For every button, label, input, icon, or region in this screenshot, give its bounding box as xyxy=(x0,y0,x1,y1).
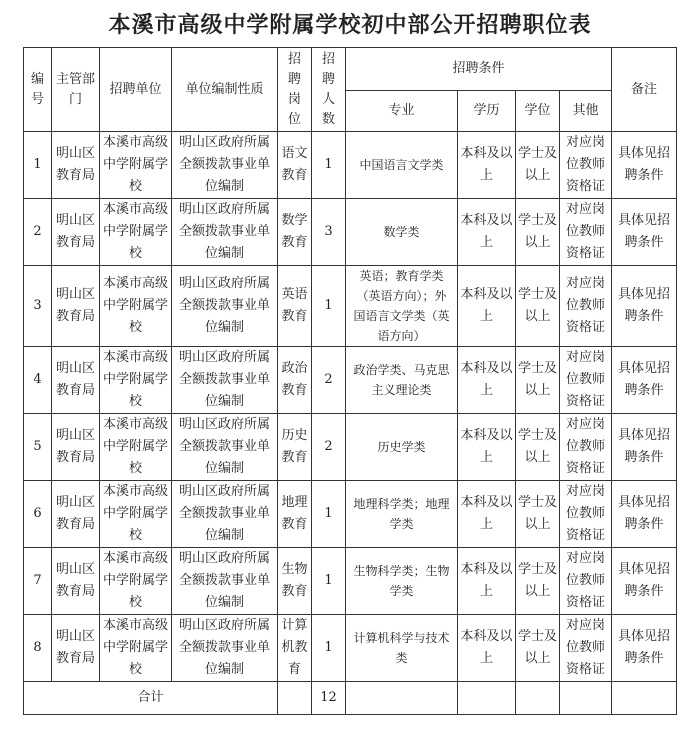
cell-dept: 明山区教育局 xyxy=(52,347,100,414)
cell-other: 对应岗位教师资格证 xyxy=(560,347,612,414)
cell-education: 本科及以上 xyxy=(458,414,516,481)
cell-dept: 明山区教育局 xyxy=(52,132,100,199)
cell-other: 对应岗位教师资格证 xyxy=(560,615,612,682)
table-row xyxy=(24,266,677,347)
cell-post: 语文教育 xyxy=(278,132,312,199)
cell-post: 数学教育 xyxy=(278,199,312,266)
total-empty-cell xyxy=(346,682,458,715)
cell-post: 计算机教育 xyxy=(278,615,312,682)
cell-no: 3 xyxy=(24,266,52,347)
cell-remarks: 具体见招聘条件 xyxy=(612,266,677,347)
cell-other: 对应岗位教师资格证 xyxy=(560,414,612,481)
cell-nature: 明山区政府所属全额拨款事业单位编制 xyxy=(172,615,278,682)
cell-dept: 明山区教育局 xyxy=(52,615,100,682)
total-empty-cell xyxy=(458,682,516,715)
cell-other: 对应岗位教师资格证 xyxy=(560,548,612,615)
cell-nature: 明山区政府所属全额拨款事业单位编制 xyxy=(172,266,278,347)
page-title: 本溪市高级中学附属学校初中部公开招聘职位表 xyxy=(108,12,592,38)
cell-remarks: 具体见招聘条件 xyxy=(612,199,677,266)
cell-dept: 明山区教育局 xyxy=(52,481,100,548)
cell-no: 8 xyxy=(24,615,52,682)
cell-degree: 学士及以上 xyxy=(516,414,560,481)
header-remarks: 备注 xyxy=(612,48,677,132)
cell-no: 7 xyxy=(24,548,52,615)
cell-other: 对应岗位教师资格证 xyxy=(560,132,612,199)
cell-other: 对应岗位教师资格证 xyxy=(560,199,612,266)
header-dept: 主管部门 xyxy=(52,48,100,132)
cell-major: 生物科学类；生物学类 xyxy=(346,548,458,615)
cell-major: 英语；教育学类（英语方向）；外国语言文学类（英语方向） xyxy=(346,266,458,347)
total-count: 12 xyxy=(312,682,346,715)
cell-nature: 明山区政府所属全额拨款事业单位编制 xyxy=(172,414,278,481)
cell-count: 1 xyxy=(312,615,346,682)
cell-degree: 学士及以上 xyxy=(516,132,560,199)
cell-unit: 本溪市高级中学附属学校 xyxy=(100,266,172,347)
cell-unit: 本溪市高级中学附属学校 xyxy=(100,132,172,199)
cell-dept: 明山区教育局 xyxy=(52,414,100,481)
cell-nature: 明山区政府所属全额拨款事业单位编制 xyxy=(172,347,278,414)
cell-remarks: 具体见招聘条件 xyxy=(612,347,677,414)
cell-unit: 本溪市高级中学附属学校 xyxy=(100,548,172,615)
table-row xyxy=(24,347,677,414)
total-label: 合计 xyxy=(24,682,278,715)
cell-post: 地理教育 xyxy=(278,481,312,548)
cell-major: 政治学类、马克思主义理论类 xyxy=(346,347,458,414)
cell-remarks: 具体见招聘条件 xyxy=(612,615,677,682)
total-empty-cell xyxy=(612,682,677,715)
total-empty-cell xyxy=(560,682,612,715)
cell-major: 数学类 xyxy=(346,199,458,266)
cell-count: 1 xyxy=(312,132,346,199)
cell-nature: 明山区政府所属全额拨款事业单位编制 xyxy=(172,481,278,548)
cell-post: 英语教育 xyxy=(278,266,312,347)
header-nature: 单位编制性质 xyxy=(172,48,278,132)
cell-count: 1 xyxy=(312,548,346,615)
header-count: 招聘人数 xyxy=(312,48,346,132)
table-row xyxy=(24,132,677,199)
cell-count: 2 xyxy=(312,414,346,481)
cell-remarks: 具体见招聘条件 xyxy=(612,132,677,199)
cell-nature: 明山区政府所属全额拨款事业单位编制 xyxy=(172,548,278,615)
cell-no: 4 xyxy=(24,347,52,414)
header-other: 其他 xyxy=(560,91,612,132)
cell-remarks: 具体见招聘条件 xyxy=(612,548,677,615)
cell-education: 本科及以上 xyxy=(458,481,516,548)
cell-remarks: 具体见招聘条件 xyxy=(612,481,677,548)
table-row xyxy=(24,481,677,548)
header-unit: 招聘单位 xyxy=(100,48,172,132)
cell-no: 1 xyxy=(24,132,52,199)
cell-major: 中国语言文学类 xyxy=(346,132,458,199)
cell-unit: 本溪市高级中学附属学校 xyxy=(100,199,172,266)
cell-no: 2 xyxy=(24,199,52,266)
cell-education: 本科及以上 xyxy=(458,548,516,615)
cell-unit: 本溪市高级中学附属学校 xyxy=(100,347,172,414)
cell-major: 计算机科学与技术类 xyxy=(346,615,458,682)
cell-unit: 本溪市高级中学附属学校 xyxy=(100,481,172,548)
cell-unit: 本溪市高级中学附属学校 xyxy=(100,615,172,682)
header-no: 编号 xyxy=(24,48,52,132)
cell-dept: 明山区教育局 xyxy=(52,266,100,347)
header-post: 招聘岗位 xyxy=(278,48,312,132)
cell-no: 5 xyxy=(24,414,52,481)
cell-count: 1 xyxy=(312,481,346,548)
cell-other: 对应岗位教师资格证 xyxy=(560,266,612,347)
total-empty-cell xyxy=(278,682,312,715)
cell-nature: 明山区政府所属全额拨款事业单位编制 xyxy=(172,199,278,266)
header-degree: 学位 xyxy=(516,91,560,132)
cell-degree: 学士及以上 xyxy=(516,199,560,266)
cell-degree: 学士及以上 xyxy=(516,548,560,615)
table-row xyxy=(24,615,677,682)
cell-post: 政治教育 xyxy=(278,347,312,414)
cell-count: 3 xyxy=(312,199,346,266)
cell-education: 本科及以上 xyxy=(458,266,516,347)
cell-dept: 明山区教育局 xyxy=(52,199,100,266)
cell-count: 2 xyxy=(312,347,346,414)
cell-post: 历史教育 xyxy=(278,414,312,481)
cell-degree: 学士及以上 xyxy=(516,347,560,414)
cell-count: 1 xyxy=(312,266,346,347)
cell-education: 本科及以上 xyxy=(458,199,516,266)
cell-education: 本科及以上 xyxy=(458,347,516,414)
cell-degree: 学士及以上 xyxy=(516,615,560,682)
total-row xyxy=(24,682,677,715)
cell-unit: 本溪市高级中学附属学校 xyxy=(100,414,172,481)
table-row xyxy=(24,414,677,481)
cell-other: 对应岗位教师资格证 xyxy=(560,481,612,548)
cell-post: 生物教育 xyxy=(278,548,312,615)
table-row xyxy=(24,548,677,615)
header-major: 专业 xyxy=(346,91,458,132)
cell-education: 本科及以上 xyxy=(458,615,516,682)
cell-major: 地理科学类；地理学类 xyxy=(346,481,458,548)
cell-degree: 学士及以上 xyxy=(516,266,560,347)
cell-degree: 学士及以上 xyxy=(516,481,560,548)
cell-education: 本科及以上 xyxy=(458,132,516,199)
header-education: 学历 xyxy=(458,91,516,132)
header-conditions: 招聘条件 xyxy=(346,48,612,91)
cell-no: 6 xyxy=(24,481,52,548)
cell-dept: 明山区教育局 xyxy=(52,548,100,615)
recruitment-table xyxy=(23,47,677,715)
total-empty-cell xyxy=(516,682,560,715)
table-row xyxy=(24,199,677,266)
cell-nature: 明山区政府所属全额拨款事业单位编制 xyxy=(172,132,278,199)
cell-major: 历史学类 xyxy=(346,414,458,481)
cell-remarks: 具体见招聘条件 xyxy=(612,414,677,481)
